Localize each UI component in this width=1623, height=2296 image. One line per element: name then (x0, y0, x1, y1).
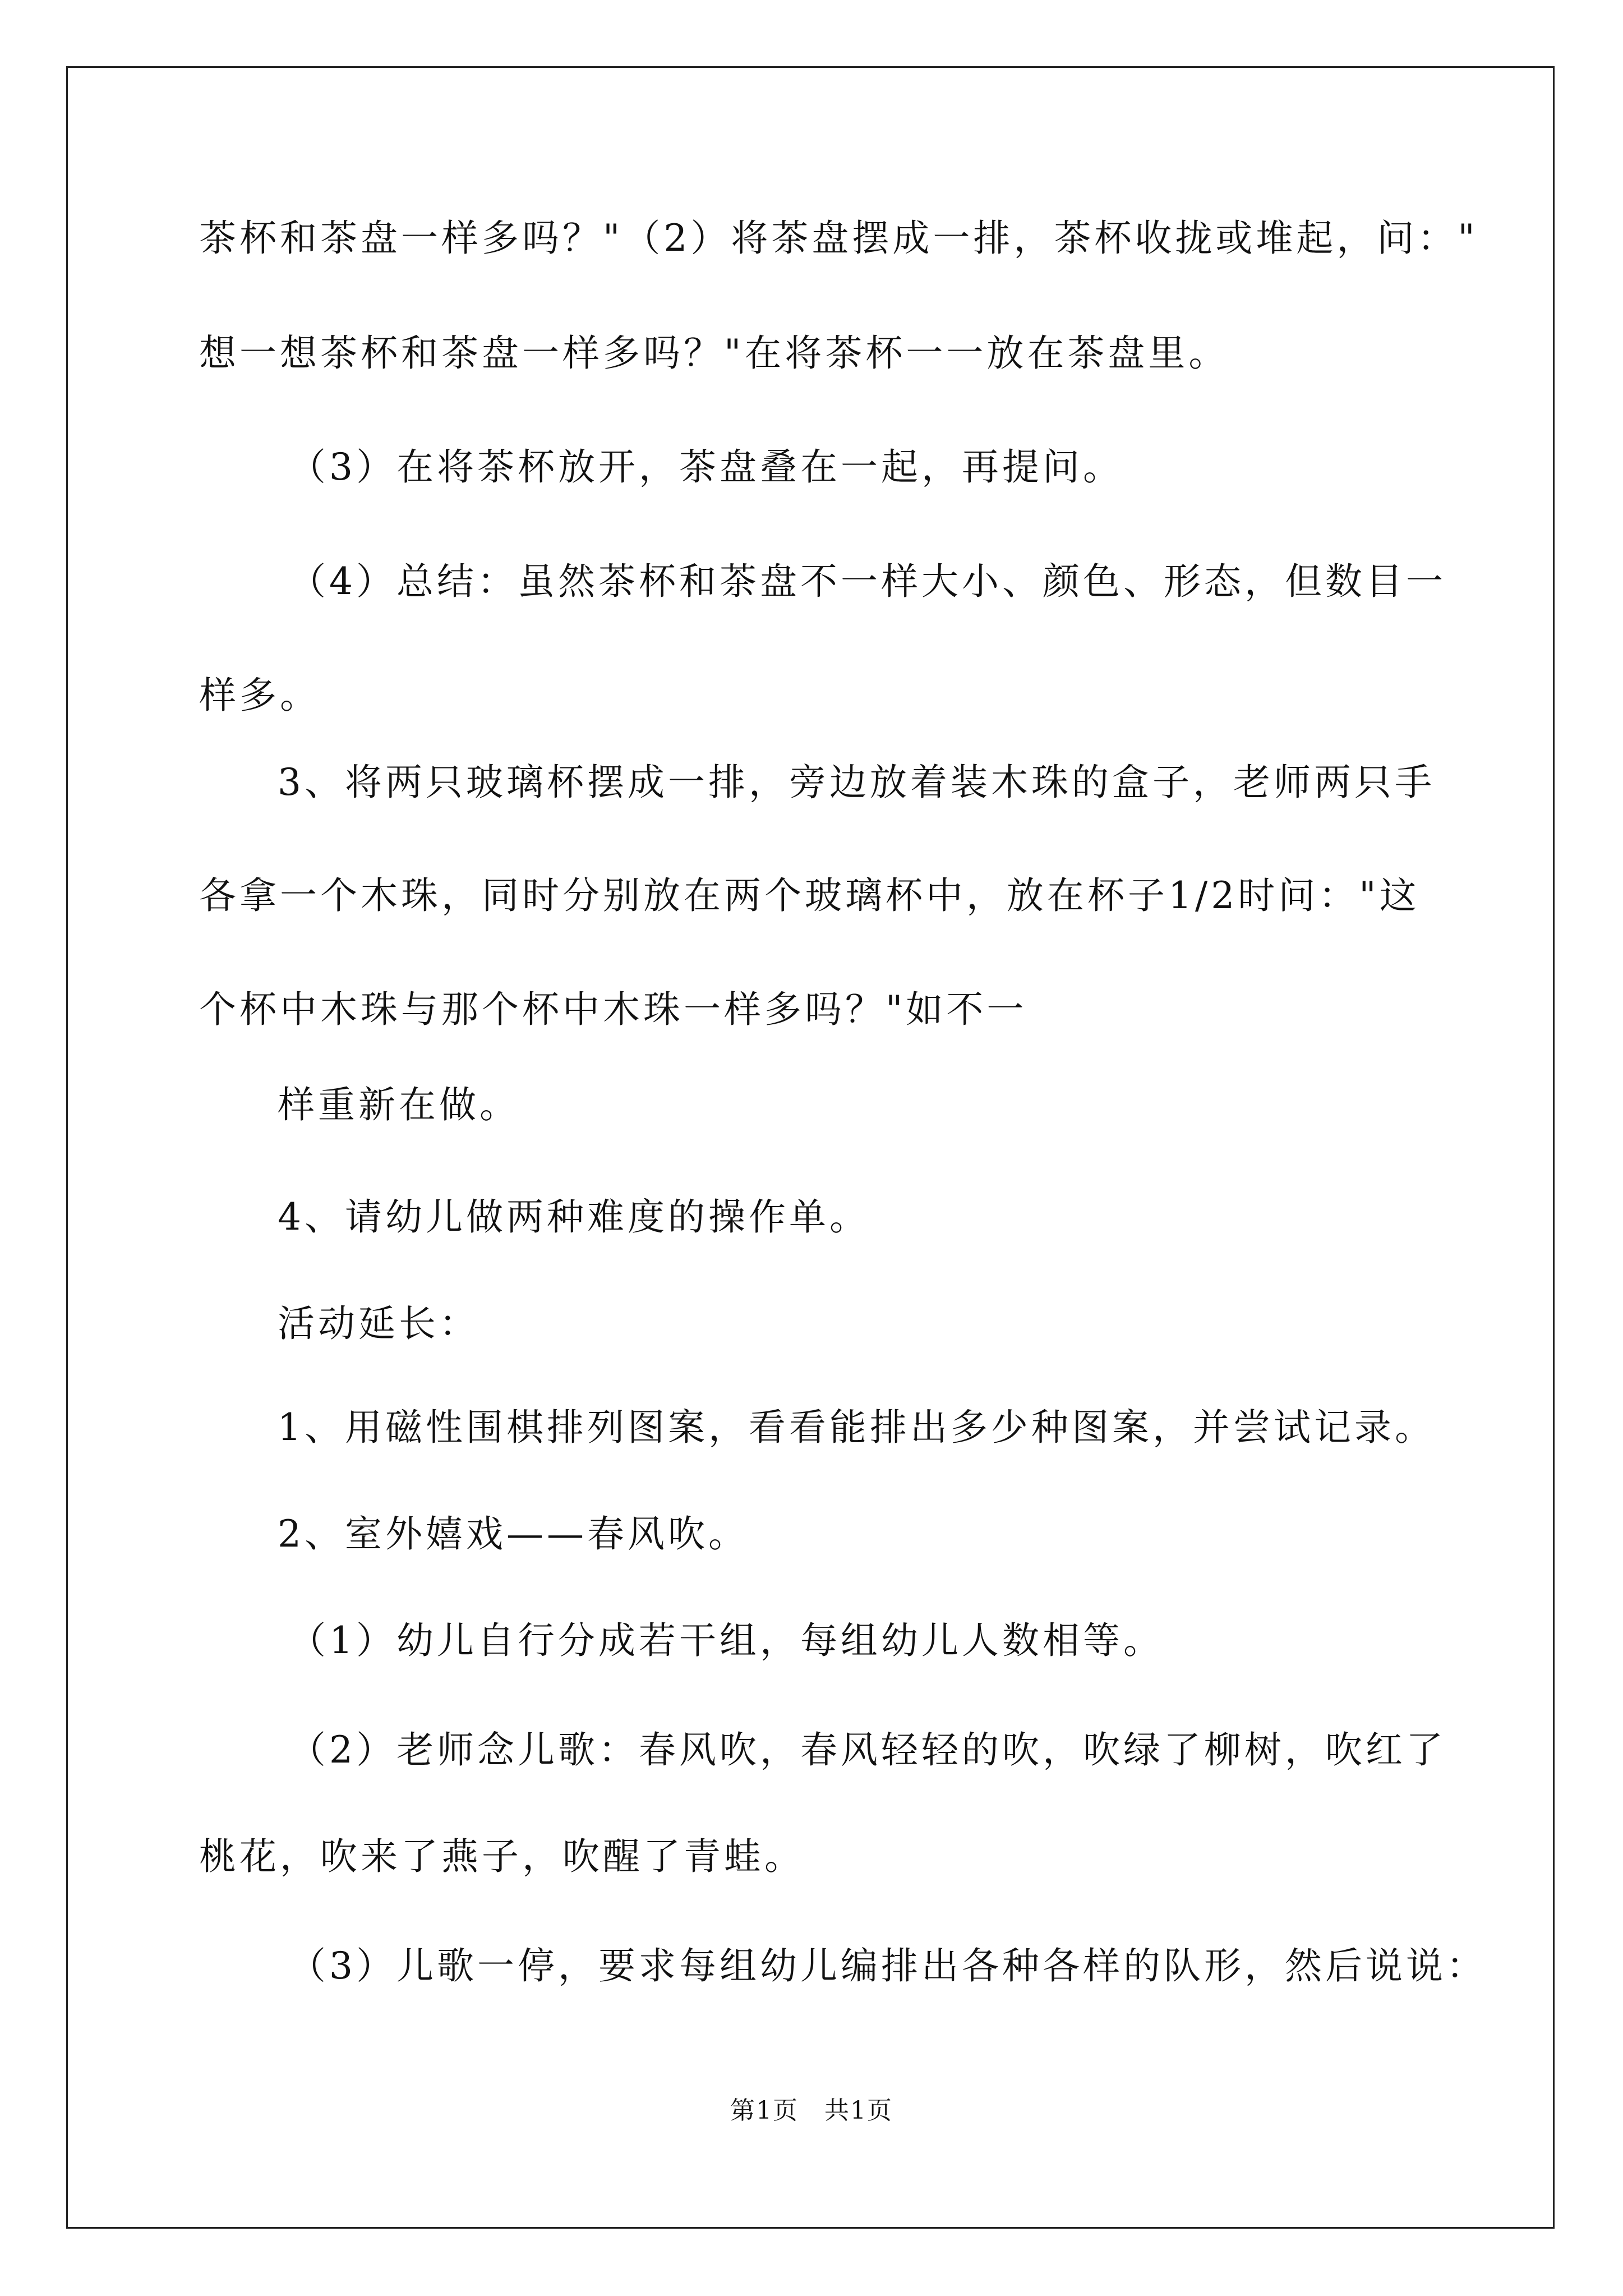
text-line: 1、用磁性围棋排列图案，看看能排出多少种图案，并尝试记录。 (278, 1406, 1435, 1449)
text-line: 样重新在做。 (278, 1083, 520, 1126)
text-line: （2）老师念儿歌：春风吹，春风轻轻的吹，吹绿了柳树，吹红了 (289, 1728, 1446, 1772)
text-line: 2、室外嬉戏——春风吹。 (278, 1512, 749, 1556)
page-border (66, 66, 1555, 2229)
text-line: 想一想茶杯和茶盘一样多吗？"在将茶杯一一放在茶盘里。 (199, 332, 1229, 375)
text-line: （3）儿歌一停，要求每组幼儿编排出各种各样的队形，然后说说： (289, 1944, 1487, 1987)
text-line: 个杯中木珠与那个杯中木珠一样多吗？"如不一 (199, 988, 1027, 1031)
text-line: 3、将两只玻璃杯摆成一排，旁边放着装木珠的盒子，老师两只手 (278, 761, 1435, 804)
page-number-footer: 第1页 共1页 (730, 2096, 893, 2125)
text-line: （1）幼儿自行分成若干组，每组幼儿人数相等。 (289, 1619, 1164, 1662)
text-line: 活动延长： (278, 1302, 479, 1345)
text-line: 样多。 (199, 674, 320, 717)
text-line: 茶杯和茶盘一样多吗？"（2）将茶盘摆成一排，茶杯收拢或堆起，问：" (199, 217, 1478, 260)
text-line: 各拿一个木珠，同时分别放在两个玻璃杯中，放在杯子1/2时问："这 (199, 874, 1420, 917)
text-line: （3）在将茶杯放开，茶盘叠在一起，再提问。 (289, 445, 1123, 489)
text-line: （4）总结：虽然茶杯和茶盘不一样大小、颜色、形态，但数目一 (289, 560, 1446, 603)
text-line: 桃花，吹来了燕子，吹醒了青蛙。 (199, 1835, 805, 1878)
text-line: 4、请幼儿做两种难度的操作单。 (278, 1195, 870, 1239)
